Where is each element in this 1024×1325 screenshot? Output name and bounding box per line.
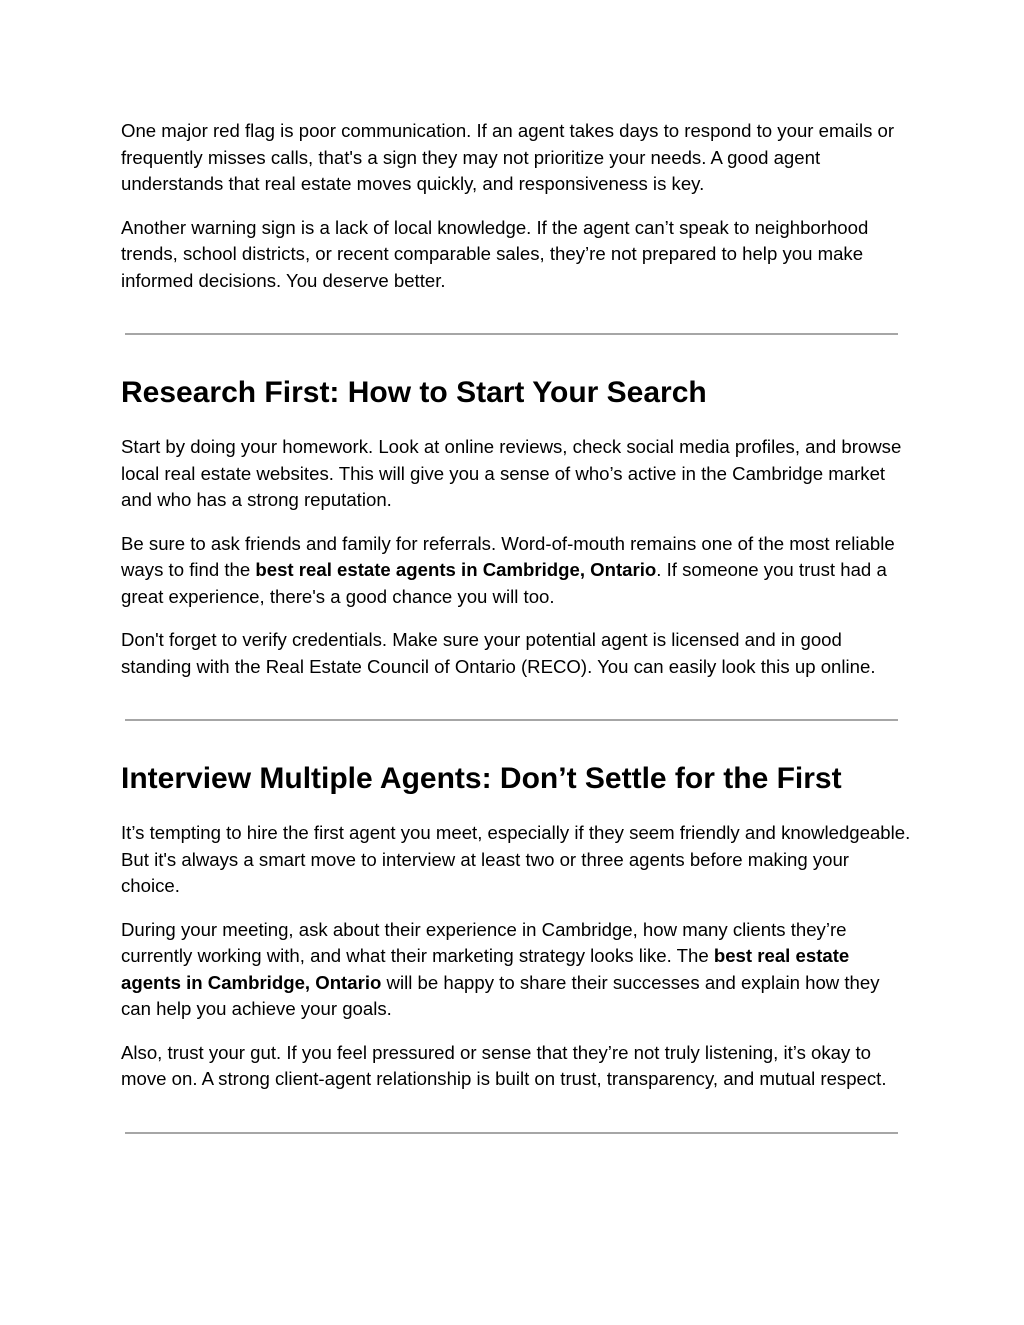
section-divider-1 <box>125 333 898 335</box>
research-paragraph-2 <box>121 531 911 611</box>
section-divider-2 <box>125 719 898 721</box>
intro-paragraph-1: One major red flag is poor communication. If an agent takes days to respond to your emails or frequently misses calls, that's a sign they may not prioritize your needs. A good agent understands that real estate moves quickly, and responsiveness is key. <box>121 120 895 194</box>
research-paragraph-1: Start by doing your homework. Look at online reviews, check social media profiles, and browse local real estate websites. This will give you a sense of who’s active in the Cambridge market and who has a strong reputation. <box>121 436 902 510</box>
research-p2-text-after: . If someone you trust had a great experience, there's a good chance you will too. <box>121 559 887 607</box>
interview-paragraph-3: Also, trust your gut. If you feel pressured or sense that they’re not truly listening, it’s okay to move on. A strong client-agent relationship is built on trust, transparency, and mutual respect. <box>121 1041 887 1089</box>
interview-p2-text-before: During your meeting, ask about their experience in Cambridge, how many clients they’re currently working with, and what their marketing strategy looks like. The <box>121 918 847 966</box>
research-paragraph-3: Don't forget to verify credentials. Make sure your potential agent is licensed and in good standing with the Real Estate Council of Ontario (RECO). You can easily look this up online. <box>121 629 876 677</box>
interview-p2-text-after: will be happy to share their successes and explain how they can help you achieve your goals. <box>121 971 880 1019</box>
research-heading: Research First: How to Start Your Search <box>121 376 707 409</box>
research-p2-bold-keyword: best real estate agents in Cambridge, Ontario <box>255 559 657 580</box>
interview-p2-bold-keyword: best real estate agents in Cambridge, Ontario <box>121 945 850 993</box>
interview-heading: Interview Multiple Agents: Don’t Settle for the First <box>121 762 842 795</box>
document-page <box>121 118 911 1134</box>
interview-paragraph-1: It’s tempting to hire the first agent you meet, especially if they seem friendly and knowledgeable. But it's always a smart move to interview at least two or three agents before making your choice. <box>121 822 911 896</box>
interview-paragraph-2 <box>121 917 911 1023</box>
section-divider-3 <box>125 1132 898 1134</box>
intro-paragraph-2: Another warning sign is a lack of local knowledge. If the agent can’t speak to neighborhood trends, school districts, or recent comparable sales, they’re not prepared to help you make informed decisions. You deserve better. <box>121 216 869 291</box>
research-p2-text-before: Be sure to ask friends and family for referrals. Word-of-mouth remains one of the most reliable ways to find the <box>121 532 895 580</box>
